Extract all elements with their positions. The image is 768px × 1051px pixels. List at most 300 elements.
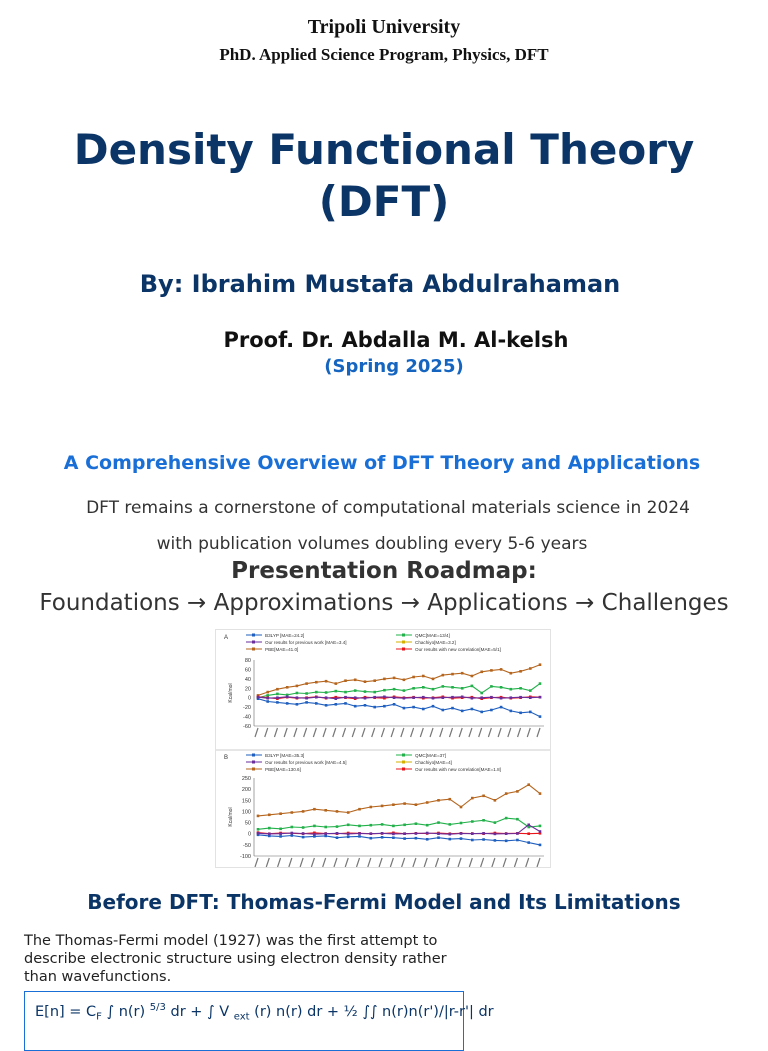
series-point — [422, 696, 425, 699]
series-point — [437, 821, 440, 824]
series-point — [324, 826, 327, 829]
series-point — [403, 679, 406, 682]
semester-label: (Spring 2025) — [324, 356, 464, 377]
series-point — [286, 696, 289, 699]
series-point — [315, 696, 318, 699]
series-point — [325, 696, 328, 699]
series-point — [325, 680, 328, 683]
x-tick-mark — [357, 858, 360, 867]
series-point — [403, 802, 406, 805]
series-point — [529, 696, 532, 699]
series-point — [347, 836, 350, 839]
series-point — [354, 679, 357, 682]
series-point — [364, 704, 367, 707]
series-point — [335, 690, 338, 693]
series-point — [370, 837, 373, 840]
series-point — [412, 676, 415, 679]
x-tick-mark — [449, 728, 452, 737]
series-point — [480, 671, 483, 674]
x-tick-mark — [402, 858, 405, 867]
series-point — [505, 832, 508, 835]
series-point — [516, 790, 519, 793]
series-point — [415, 822, 418, 825]
series-point — [494, 799, 497, 802]
series-point — [480, 711, 483, 714]
series-point — [315, 681, 318, 684]
series-point — [482, 795, 485, 798]
x-tick-mark — [381, 728, 384, 737]
x-tick-mark — [284, 728, 287, 737]
x-tick-mark — [537, 858, 540, 867]
y-axis-label: Kcal/mol — [228, 807, 234, 827]
series-point — [412, 706, 415, 709]
legend-label: QMC[MAE=13/4] — [415, 633, 450, 638]
y-tick-label: -20 — [243, 705, 251, 712]
legend-label: Our results with new correlation[MAE=1.8] — [415, 767, 501, 772]
series-point — [335, 682, 338, 685]
series-point — [527, 783, 530, 786]
panel-letter: A — [224, 635, 229, 641]
y-tick-label: -100 — [239, 854, 251, 860]
series-point — [291, 826, 294, 829]
x-tick-mark — [488, 728, 491, 737]
series-point — [373, 691, 376, 694]
series-point — [471, 832, 474, 835]
section-paragraph: The Thomas-Fermi model (1927) was the first attempt to describe electronic structure using electron density rather than wavefunctions. — [24, 933, 447, 985]
series-point — [510, 688, 513, 691]
series-point — [381, 836, 384, 839]
series-point — [279, 832, 282, 835]
series-point — [539, 792, 542, 795]
series-point — [449, 838, 452, 841]
series-point — [336, 836, 339, 839]
x-tick-mark — [411, 728, 414, 737]
x-tick-mark — [390, 858, 393, 867]
series-point — [505, 840, 508, 843]
x-tick-mark — [508, 728, 511, 737]
series-point — [437, 799, 440, 802]
comparison-figure — [215, 629, 551, 868]
series-point — [500, 706, 503, 709]
series-point — [347, 811, 350, 814]
series-point — [291, 834, 294, 837]
series-point — [519, 687, 522, 690]
formula-sub-1: F — [96, 1011, 102, 1023]
series-point — [344, 691, 347, 694]
series-point — [296, 692, 299, 695]
x-tick-mark — [300, 858, 303, 867]
page-title — [0, 124, 768, 228]
legend-label: PBE[MAE=41.0] — [265, 647, 299, 652]
x-tick-mark — [274, 728, 277, 737]
legend-marker — [402, 761, 405, 764]
university-name: Tripoli University — [307, 16, 461, 38]
series-point — [305, 697, 308, 700]
legend-marker — [252, 768, 255, 771]
series-point — [325, 704, 328, 707]
series-point — [291, 811, 294, 814]
series-point — [500, 697, 503, 700]
series-point — [529, 711, 532, 714]
series-point — [527, 841, 530, 844]
series-point — [373, 706, 376, 709]
series-point — [519, 670, 522, 673]
lead-line-2: with publication volumes doubling every 5-6 years — [156, 534, 588, 554]
y-tick-label: 200 — [241, 787, 251, 794]
series-point — [257, 832, 260, 835]
y-axis-label: Kcal/mol — [228, 683, 234, 703]
series-point — [490, 685, 493, 688]
series-point — [500, 668, 503, 671]
series-point — [347, 824, 350, 827]
series-point — [392, 825, 395, 828]
series-point — [426, 824, 429, 827]
series-point — [461, 672, 464, 675]
legend-label: PBE[MAE=130.6] — [265, 767, 301, 772]
series-point — [527, 824, 530, 827]
series-point — [460, 822, 463, 825]
lead-line-1: DFT remains a cornerstone of computational materials science in 2024 — [86, 498, 690, 518]
legend-label: B3LYP [MAE=35.3] — [265, 753, 305, 758]
x-tick-mark — [537, 728, 540, 737]
x-tick-mark — [323, 858, 326, 867]
x-tick-mark — [362, 728, 365, 737]
series-point — [383, 689, 386, 692]
formula-sub-2: ext — [233, 1011, 250, 1023]
x-tick-mark — [278, 858, 281, 867]
series-point — [370, 806, 373, 809]
series-point — [347, 833, 350, 836]
series-point — [403, 707, 406, 710]
x-tick-mark — [372, 728, 375, 737]
series-point — [460, 806, 463, 809]
y-tick-label: -60 — [243, 724, 251, 730]
series-point — [370, 824, 373, 827]
series-point — [471, 708, 474, 711]
series-point — [364, 690, 367, 693]
series-point — [527, 832, 530, 835]
series-point — [305, 682, 308, 685]
x-tick-mark — [265, 728, 268, 737]
series-point — [268, 814, 271, 817]
series-point — [370, 832, 373, 835]
series-point — [451, 707, 454, 710]
series-point — [432, 697, 435, 700]
series-point — [442, 696, 445, 699]
legend-label: Chachiyo[MAE=4] — [415, 760, 452, 765]
legend-label: Our results for previous work [MAE=4.5] — [265, 760, 347, 765]
series-point — [451, 686, 454, 689]
y-tick-label: 250 — [241, 776, 251, 782]
legend-label: Chachiyo[MAE=3.2] — [415, 640, 456, 645]
x-tick-mark — [333, 728, 336, 737]
series-point — [432, 678, 435, 681]
series-point — [539, 830, 542, 833]
series-line — [258, 835, 540, 845]
series-line — [258, 699, 540, 717]
x-tick-mark — [420, 728, 423, 737]
series-point — [471, 797, 474, 800]
series-point — [494, 839, 497, 842]
series-point — [296, 703, 299, 706]
x-tick-mark — [313, 728, 316, 737]
series-point — [383, 696, 386, 699]
series-point — [539, 696, 542, 699]
series-point — [393, 677, 396, 680]
x-tick-mark — [304, 728, 307, 737]
x-tick-mark — [458, 858, 461, 867]
series-point — [315, 702, 318, 705]
x-tick-mark — [391, 728, 394, 737]
series-point — [415, 803, 418, 806]
series-point — [461, 710, 464, 713]
series-point — [393, 696, 396, 699]
series-point — [529, 689, 532, 692]
x-tick-mark — [266, 858, 269, 867]
series-point — [461, 687, 464, 690]
series-point — [403, 837, 406, 840]
series-point — [510, 696, 513, 699]
series-point — [257, 815, 260, 818]
series-point — [426, 801, 429, 804]
y-tick-label: 0 — [247, 831, 251, 838]
series-point — [471, 820, 474, 823]
section-heading: Before DFT: Thomas-Fermi Model and Its Limitations — [87, 890, 681, 914]
series-point — [403, 689, 406, 692]
series-line — [258, 684, 540, 698]
series-point — [490, 709, 493, 712]
series-point — [432, 705, 435, 708]
series-point — [461, 696, 464, 699]
series-point — [471, 675, 474, 678]
legend-marker — [402, 641, 405, 644]
series-point — [335, 697, 338, 700]
legend-label: Our results with new correlation[MAE=5/1] — [415, 647, 501, 652]
supervisor-name: Proof. Dr. Abdalla M. Al-kelsh — [223, 328, 569, 352]
thomas-fermi-formula — [24, 991, 494, 1051]
series-point — [539, 825, 542, 828]
y-tick-label: 100 — [241, 809, 251, 816]
series-point — [471, 685, 474, 688]
series-point — [516, 832, 519, 835]
legend-label: Our results for previous work [MAE=3.4] — [265, 640, 347, 645]
x-tick-mark — [503, 858, 506, 867]
y-tick-label: -40 — [243, 714, 251, 721]
x-tick-mark — [413, 858, 416, 867]
series-point — [516, 818, 519, 821]
legend-marker — [402, 768, 405, 771]
series-point — [276, 696, 279, 699]
series-point — [505, 817, 508, 820]
series-point — [381, 832, 384, 835]
series-point — [449, 798, 452, 801]
series-point — [257, 828, 260, 831]
x-tick-mark — [527, 728, 530, 737]
series-point — [415, 832, 418, 835]
x-tick-mark — [459, 728, 462, 737]
formula-sup-1: 5/3 — [149, 1002, 166, 1013]
x-tick-mark — [492, 858, 495, 867]
x-tick-mark — [526, 858, 529, 867]
series-point — [266, 700, 269, 703]
series-point — [510, 672, 513, 675]
series-point — [268, 827, 271, 830]
series-point — [403, 697, 406, 700]
series-point — [471, 697, 474, 700]
series-point — [422, 675, 425, 678]
series-point — [276, 688, 279, 691]
author-name: By: Ibrahim Mustafa Abdulrahaman — [139, 270, 621, 298]
x-tick-mark — [469, 728, 472, 737]
series-point — [324, 809, 327, 812]
series-point — [442, 685, 445, 688]
legend-marker — [252, 754, 255, 757]
series-point — [291, 832, 294, 835]
x-tick-mark — [514, 858, 517, 867]
series-point — [539, 663, 542, 666]
series-point — [268, 833, 271, 836]
series-point — [449, 823, 452, 826]
x-tick-mark — [401, 728, 404, 737]
series-point — [451, 696, 454, 699]
series-point — [393, 688, 396, 691]
formula-part-2: ∫ n(r) — [101, 1003, 150, 1020]
series-point — [315, 691, 318, 694]
series-point — [358, 835, 361, 838]
series-point — [432, 688, 435, 691]
series-point — [494, 833, 497, 836]
legend-marker — [252, 761, 255, 764]
series-point — [336, 825, 339, 828]
series-point — [305, 692, 308, 695]
series-point — [354, 689, 357, 692]
series-point — [392, 803, 395, 806]
legend-marker — [252, 641, 255, 644]
series-point — [364, 680, 367, 683]
series-point — [392, 836, 395, 839]
series-line — [258, 785, 540, 816]
series-point — [480, 696, 483, 699]
series-point — [336, 810, 339, 813]
series-point — [422, 708, 425, 711]
x-tick-mark — [447, 858, 450, 867]
title-line-1: Density Functional Theory — [73, 125, 695, 174]
series-point — [383, 705, 386, 708]
formula-part-1: E[n] = C — [35, 1003, 97, 1020]
series-point — [519, 696, 522, 699]
formula-part-4: (r) n(r) dr + ½ ∫∫ n(r)n(r')/|r-r'| dr — [249, 1003, 494, 1020]
series-point — [490, 696, 493, 699]
series-point — [471, 839, 474, 842]
series-point — [344, 696, 347, 699]
x-tick-mark — [518, 728, 521, 737]
x-tick-mark — [345, 858, 348, 867]
series-line — [258, 818, 540, 829]
series-point — [529, 667, 532, 670]
series-point — [460, 837, 463, 840]
series-point — [442, 674, 445, 677]
series-point — [392, 833, 395, 836]
legend-marker — [402, 648, 405, 651]
x-tick-mark — [352, 728, 355, 737]
series-point — [381, 823, 384, 826]
series-point — [381, 805, 384, 808]
legend-label: B3LYP [MAE=24.2] — [265, 633, 305, 638]
roadmap-flow: Foundations → Approximations → Applications → Challenges — [39, 590, 729, 616]
x-tick-mark — [498, 728, 501, 737]
series-point — [373, 696, 376, 699]
series-point — [344, 679, 347, 682]
series-point — [415, 837, 418, 840]
x-tick-mark — [343, 728, 346, 737]
series-point — [426, 832, 429, 835]
series-point — [358, 808, 361, 811]
series-point — [482, 838, 485, 841]
x-tick-mark — [255, 858, 258, 867]
series-point — [354, 696, 357, 699]
series-point — [279, 812, 282, 815]
series-point — [336, 832, 339, 835]
series-point — [279, 828, 282, 831]
series-point — [324, 832, 327, 835]
x-tick-mark — [311, 858, 314, 867]
series-point — [358, 825, 361, 828]
series-point — [266, 694, 269, 697]
series-point — [494, 821, 497, 824]
title-line-2: (DFT) — [318, 177, 450, 226]
legend-marker — [252, 648, 255, 651]
y-tick-label: 60 — [244, 667, 251, 674]
formula-part-3: dr + ∫ V — [165, 1003, 234, 1020]
panel-letter: B — [224, 755, 229, 761]
series-point — [358, 832, 361, 835]
y-tick-label: 20 — [244, 686, 251, 693]
legend-marker — [402, 754, 405, 757]
series-point — [373, 679, 376, 682]
series-point — [426, 838, 429, 841]
series-point — [305, 701, 308, 704]
series-point — [403, 824, 406, 827]
x-tick-mark — [323, 728, 326, 737]
series-point — [437, 832, 440, 835]
series-line — [258, 665, 540, 696]
series-point — [449, 833, 452, 836]
series-point — [335, 703, 338, 706]
series-point — [313, 833, 316, 836]
series-point — [422, 686, 425, 689]
series-point — [412, 696, 415, 699]
series-point — [354, 705, 357, 708]
series-point — [460, 832, 463, 835]
series-point — [296, 685, 299, 688]
series-point — [482, 819, 485, 822]
series-point — [437, 836, 440, 839]
series-point — [302, 832, 305, 835]
series-point — [519, 712, 522, 715]
series-point — [505, 792, 508, 795]
series-point — [266, 691, 269, 694]
series-point — [325, 691, 328, 694]
x-tick-mark — [379, 858, 382, 867]
series-point — [364, 697, 367, 700]
y-tick-label: 80 — [244, 658, 251, 664]
series-point — [302, 810, 305, 813]
figure-svg — [216, 630, 550, 867]
x-tick-mark — [334, 858, 337, 867]
series-point — [393, 703, 396, 706]
program-name: PhD. Applied Science Program, Physics, DFT — [219, 45, 549, 64]
x-tick-mark — [479, 728, 482, 737]
